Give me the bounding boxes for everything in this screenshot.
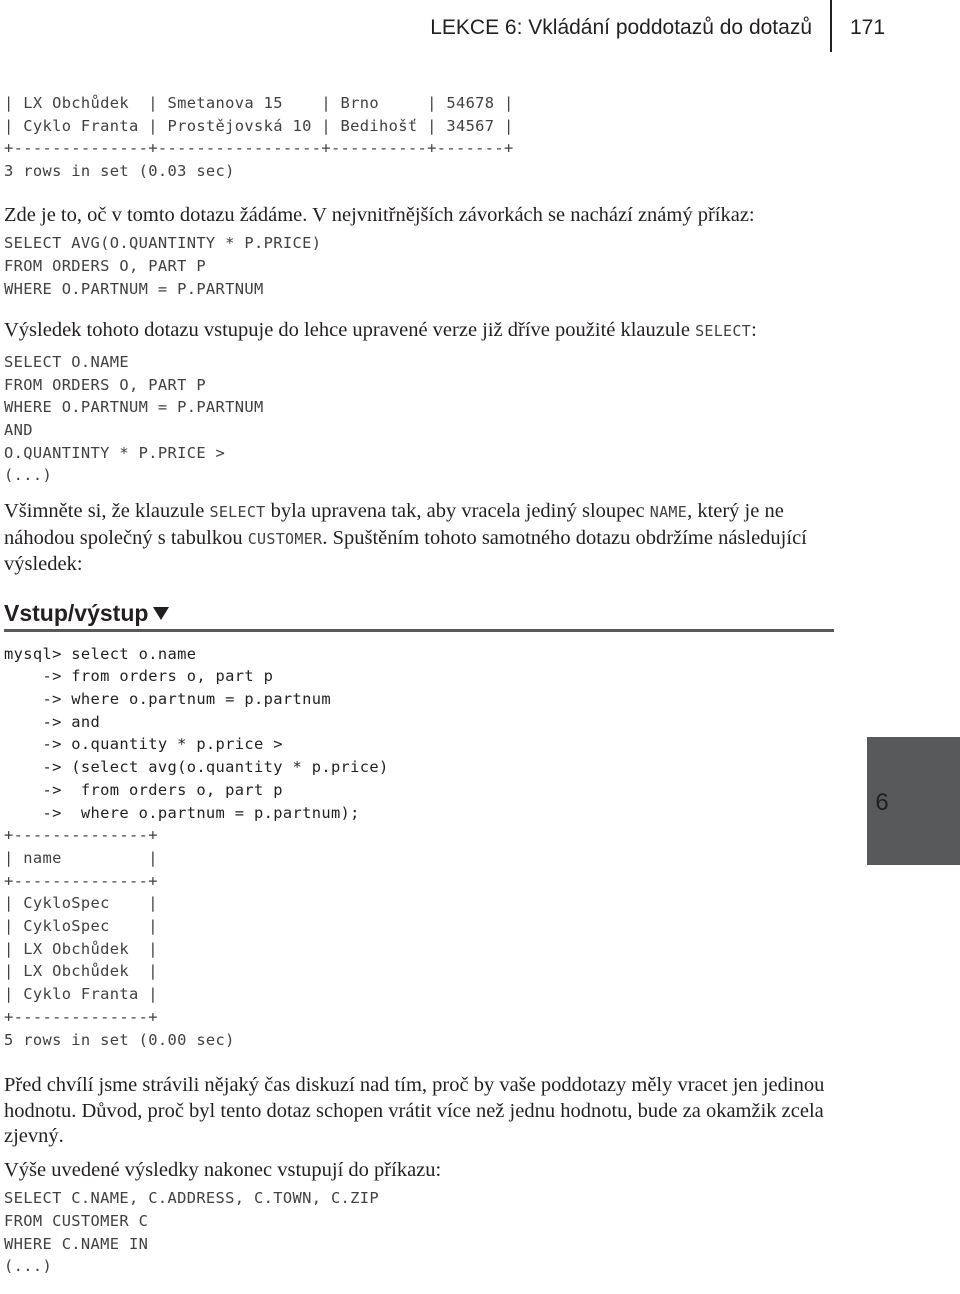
- inline-code-name: NAME: [649, 503, 688, 522]
- code-inner-query: SELECT AVG(O.QUANTINTY * P.PRICE) FROM ORDERS O, PART P WHERE O.PARTNUM = P.PARTNUM: [4, 234, 322, 298]
- paragraph-intro: Zde je to, oč v tomto dotazu žádáme. V nejvnitřnějších závorkách se nachází známý příkaz:: [4, 203, 755, 226]
- paragraph-explanation: Před chvílí jsme strávili nějaký čas diskuzí nad tím, proč by vaše poddotazy měly vracet jen jedinou hodnotu. Důvod, proč byl tento dotaz schopen vrátit více než jednu hodnotu, bude za okamžik zcela zjevný.: [4, 1074, 825, 1148]
- result-table-continuation: | LX Obchůdek | Smetanova 15 | Brno | 54678 | | Cyklo Franta | Prostějovská 10 | Bedihošť | 34567 | +--------------+-----------------+----------+-------+ 3 rows in set (0.03 sec): [4, 94, 514, 181]
- code-final-query: SELECT C.NAME, C.ADDRESS, C.TOWN, C.ZIP FROM CUSTOMER C WHERE C.NAME IN (...): [4, 1189, 380, 1276]
- paragraph-result-input: [4, 318, 834, 345]
- inline-code-select: SELECT: [695, 322, 752, 341]
- paragraph-final-intro: Výše uvedené výsledky nakonec vstupují do příkazu:: [4, 1158, 442, 1181]
- paragraph-text-end: :: [751, 319, 757, 342]
- section-heading: [4, 598, 834, 632]
- code-outer-query: SELECT O.NAME FROM ORDERS O, PART P WHERE O.PARTNUM = P.PARTNUM AND O.QUANTINTY * P.PRICE > (...): [4, 352, 264, 485]
- paragraph-text: Výsledek tohoto dotazu vstupuje do lehce upravené verze již dříve použité klauzule: [4, 319, 696, 342]
- code-mysql-session: mysql> select o.name -> from orders o, part p -> where o.partnum = p.partnum -> and -> o.quantity * p.price > -> (select avg(o.quantity * p.price) -> from orders o, part p -> where o.partnum = p.partnum);: [4, 644, 389, 822]
- paragraph-text: byla upravena tak, aby vracela jediný sloupec: [265, 500, 650, 523]
- triangle-down-icon: [153, 607, 169, 620]
- inline-code-select: SELECT: [209, 503, 266, 522]
- section-heading-text: Vstup/výstup: [4, 599, 149, 626]
- code-mysql-output: +--------------+ | name | +--------------+ | CykloSpec | | CykloSpec | | LX Obchůdek | | LX Obchůdek | | Cyklo Franta | +--------------+ 5 rows in set (0.00 sec): [4, 826, 235, 1049]
- chapter-tab-number: 6: [875, 789, 889, 816]
- header-divider: [830, 0, 832, 52]
- paragraph-text: , který je ne náhodou společný s tabulkou: [4, 500, 784, 549]
- page-content: [4, 92, 834, 1278]
- running-header-title: LEKCE 6: Vkládání poddotazů do dotazů: [430, 16, 812, 39]
- inline-code-customer: CUSTOMER: [247, 529, 323, 548]
- paragraph-note: [4, 499, 834, 578]
- paragraph-text: Všimněte si, že klauzule: [4, 500, 210, 523]
- page-number: 171: [850, 16, 886, 39]
- paragraph-text: . Spuštěním tohoto samotného dotazu obdržíme následující výsledek:: [4, 526, 807, 576]
